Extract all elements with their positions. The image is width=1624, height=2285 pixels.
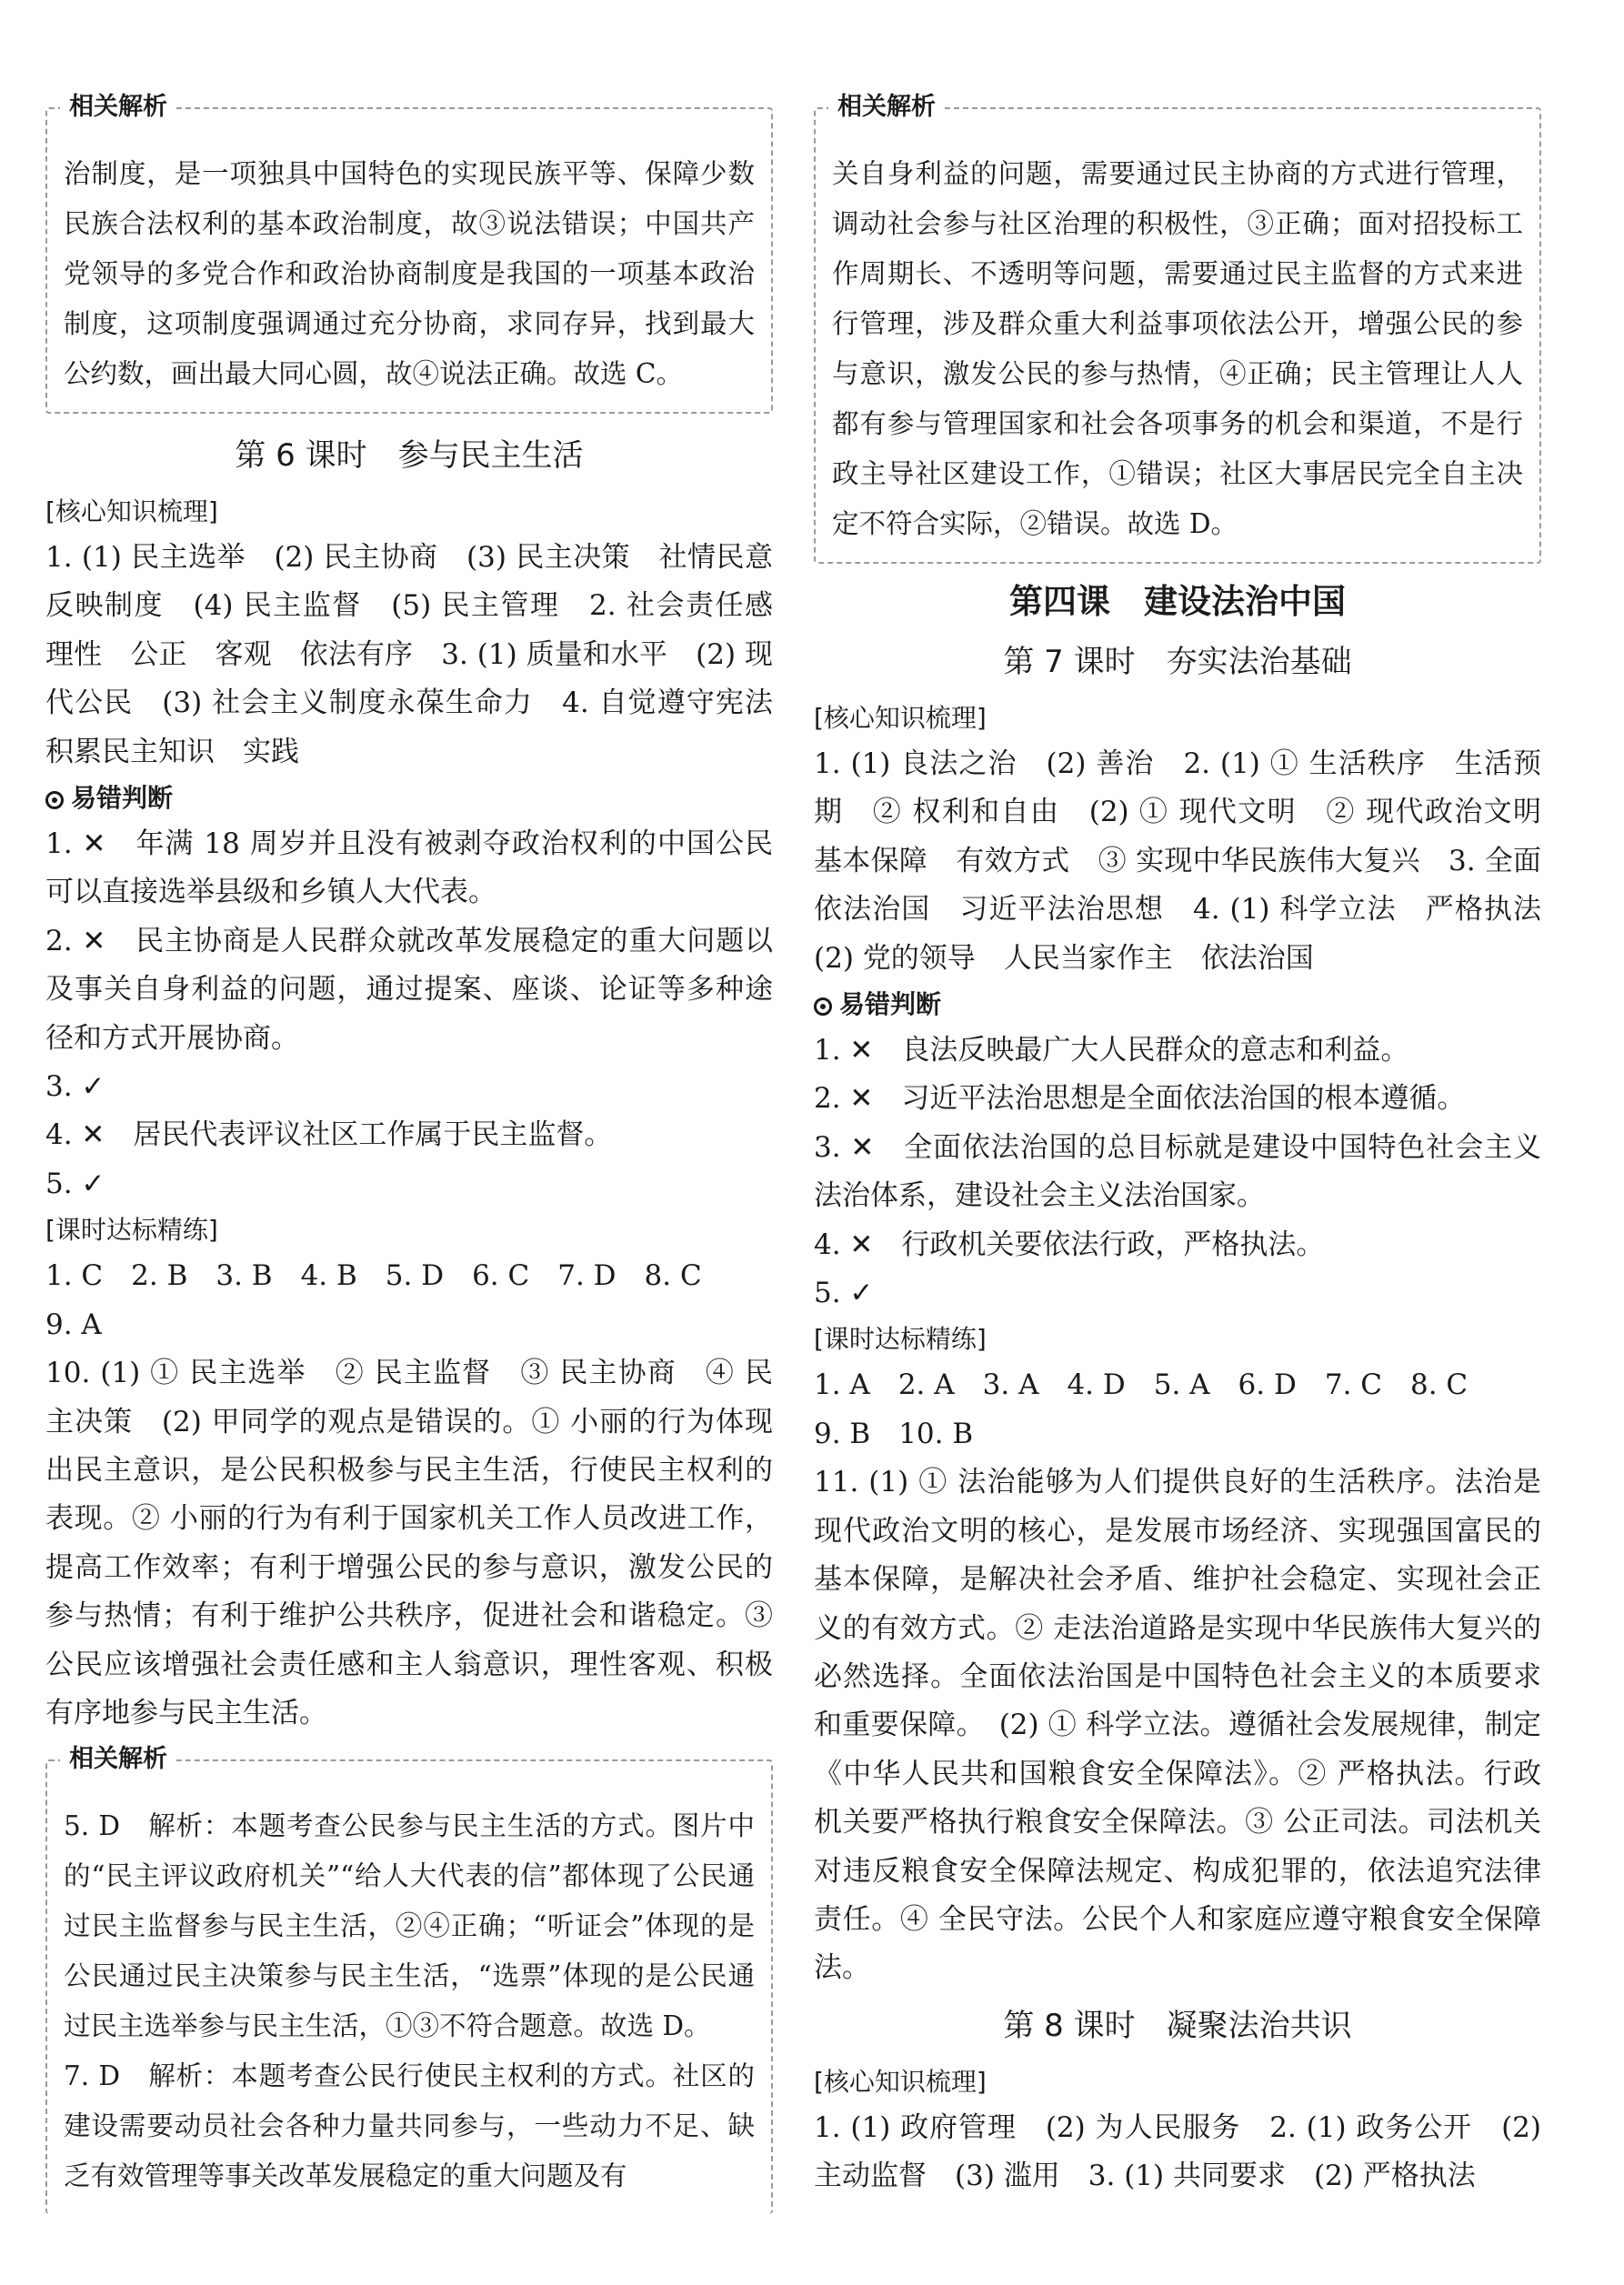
question-10-answer: 10. (1) ① 民主选举 ② 民主监督 ③ 民主协商 ④ 民主决策 (2) 甲同学的观点是错误的。① 小丽的行为体现出民主意识，是公民积极参与民主生活，行使民主权利的表现。② 小丽的行为有利于国家机关工作人员改进工作，提高工作效率；有利于增强公民的参与意识，激发公民的参与热情；有利于维护公共秩序，促进社会和谐稳定。③ 公民应该增强社会责任感和主人翁意识，理性客观、积极有序地参与民主生活。 <box>45 1357 773 1729</box>
practice-answers: 1. A 2. A 3. A 4. D 5. A 6. D 7. C 8. C <box>814 1368 1469 1402</box>
unit-4-title: 第四课 建设法治中国 <box>1009 582 1346 621</box>
core-knowledge-heading: [核心知识梳理] <box>814 703 987 733</box>
error-judge-label: 易错判断 <box>71 783 174 814</box>
lesson-7-title: 第 7 课时 夯实法治基础 <box>1003 644 1352 680</box>
left-column <box>45 93 801 2230</box>
bullet-icon <box>45 791 64 809</box>
judge-item-2: 2. ✕ 民主协商是人民群众就改革发展稳定的重大问题以及事关自身利益的问题，通过提案、座谈、论证等多种途径和方式开展协商。 <box>45 924 773 1055</box>
core-knowledge-heading-2: [核心知识梳理] <box>814 2066 987 2097</box>
analysis-q5: 5. D 解析：本题考查公民参与民主生活的方式。图片中的“民主评议政府机关”“给人大代表的信”都体现了公民通过民主监督参与民主生活，②④正确；“听证会”体现的是公民通过民主决策参与民主生活，“选票”体现的是公民通过民主选举参与民主生活，①③不符合题意。故选 D。 <box>64 1810 755 2042</box>
judge-item-1: 1. ✕ 年满 18 周岁并且没有被剥夺政治权利的中国公民可以直接选举县级和乡镇人大代表。 <box>45 827 773 909</box>
lesson-8-title: 第 8 课时 凝聚法治共识 <box>1003 2007 1352 2044</box>
error-judge-heading <box>45 777 773 820</box>
practice-heading: [课时达标精练] <box>814 1324 987 1355</box>
analysis-box-left-top <box>45 93 773 414</box>
judge-item-4: 4. ✕ 行政机关要依法行政，严格执法。 <box>814 1228 1325 1261</box>
core-knowledge-text: 1. (1) 良法之治 (2) 善治 2. (1) ① 生活秩序 生活预期 ② 权利和自由 (2) ① 现代文明 ② 现代政治文明 基本保障 有效方式 ③ 实现中华民族伟大复兴 3. 全面依法治国 习近平法治思想 4. (1) 科学立法 严格执法 (2) 党的领导 人民当家作主 依法治国 <box>814 747 1569 975</box>
judge-item-3: 3. ✓ <box>45 1070 105 1104</box>
judge-item-2: 2. ✕ 习近平法治思想是全面依法治国的根本遵循。 <box>814 1082 1466 1116</box>
analysis-q7: 7. D 解析：本题考查公民行使民主权利的方式。社区的建设需要动员社会各种力量共同参与，一些动力不足、缺乏有效管理等事关改革发展稳定的重大问题及有 <box>64 2060 755 2192</box>
error-judge-heading <box>814 983 1541 1027</box>
practice-answers: 1. C 2. B 3. B 4. B 5. D 6. C 7. D 8. C <box>45 1259 702 1293</box>
analysis-box-title: 相关解析 <box>60 91 176 124</box>
practice-answers-2: 9. B 10. B <box>814 1417 974 1450</box>
core-knowledge-heading: [核心知识梳理] <box>45 496 218 526</box>
practice-heading: [课时达标精练] <box>45 1215 218 1246</box>
error-judge-label: 易错判断 <box>839 989 942 1020</box>
bullet-icon <box>814 997 832 1016</box>
analysis-box-right-top <box>814 93 1541 564</box>
judge-item-5: 5. ✓ <box>814 1277 874 1310</box>
analysis-box-title: 相关解析 <box>828 91 945 124</box>
analysis-box-left-bottom <box>45 1745 773 2214</box>
analysis-text: 治制度，是一项独具中国特色的实现民族平等、保障少数民族合法权利的基本政治制度，故③说法错误；中国共产党领导的多党合作和政治协商制度是我国的一项基本政治制度，这项制度强调通过充分协商，求同存异，找到最大公约数，画出最大同心圆，故④说法正确。故选 C。 <box>64 158 755 389</box>
judge-item-1: 1. ✕ 良法反映最广大人民群众的意志和利益。 <box>814 1034 1409 1067</box>
analysis-text: 关自身利益的问题，需要通过民主协商的方式进行管理，调动社会参与社区治理的积极性，③正确；面对招投标工作周期长、不透明等问题，需要通过民主监督的方式来进行管理，涉及群众重大利益事项依法公开，增强公民的参与意识，激发公民的参与热情，④正确；民主管理让人人都有参与管理国家和社会各项事务的机会和渠道，不是行政主导社区建设工作，①错误；社区大事居民完全自主决定不符合实际，②错误。故选 D。 <box>832 158 1523 539</box>
lesson-6-title: 第 6 课时 参与民主生活 <box>235 437 584 474</box>
core-knowledge-text-2: 1. (1) 政府管理 (2) 为人民服务 2. (1) 政务公开 (2) 主动监督 (3) 滥用 3. (1) 共同要求 (2) 严格执法 <box>814 2110 1541 2193</box>
right-column <box>814 93 1569 2201</box>
question-11-answer: 11. (1) ① 法治能够为人们提供良好的生活秩序。法治是现代政治文明的核心，是发展市场经济、实现强国富民的基本保障，是解决社会矛盾、维护社会稳定、实现社会正义的有效方式。② 走法治道路是实现中华民族伟大复兴的必然选择。全面依法治国是中国特色社会主义的本质要求和重要保障。 (2) ① 科学立法。遵循社会发展规律，制定《中华人民共和国粮食安全保障法》。② 严格执法。行政机关要严格执行粮食安全保障法。③ 公正司法。司法机关对违反粮食安全保障法规定、构成犯罪的，依法追究法律责任。④ 全民守法。公民个人和家庭应遵守粮食安全保障法。 <box>814 1466 1541 1985</box>
analysis-box-title: 相关解析 <box>60 1743 176 1776</box>
judge-item-5: 5. ✓ <box>45 1167 105 1200</box>
practice-answers-2: 9. A <box>45 1308 102 1341</box>
core-knowledge-text: 1. (1) 民主选举 (2) 民主协商 (3) 民主决策 社情民意反映制度 (4) 民主监督 (5) 民主管理 2. 社会责任感 理性 公正 客观 依法有序 3. (1) 质量和水平 (2) 现代公民 (3) 社会主义制度永葆生命力 4. 自觉遵守宪法 积累民主知识 实践 <box>45 541 801 768</box>
judge-item-4: 4. ✕ 居民代表评议社区工作属于民主监督。 <box>45 1118 613 1152</box>
judge-item-3: 3. ✕ 全面依法治国的总目标就是建设中国特色社会主义法治体系，建设社会主义法治国家。 <box>814 1130 1541 1213</box>
